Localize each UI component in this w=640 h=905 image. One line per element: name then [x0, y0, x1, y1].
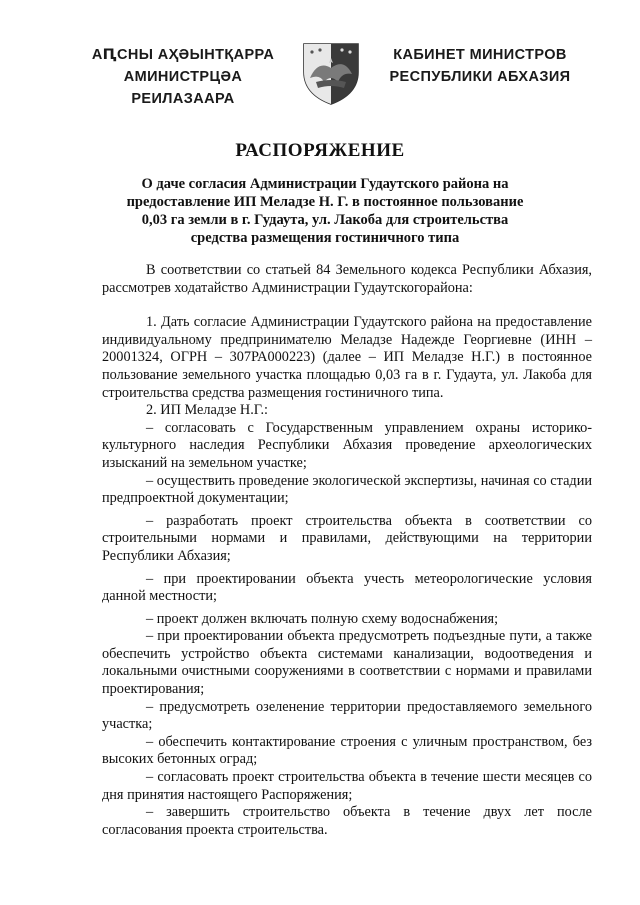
subitem-6: – при проектировании объекта предусмотреть подъездные пути, а также обеспечить устройство объекта системами канализации, водоотведения и локальными очистными сооружениями в соответствии с нормами и правилами проектирования; [102, 628, 592, 698]
document-subject [120, 175, 530, 247]
subitem-1: – согласовать с Государственным управлением охраны историко-культурного наследия Республики Абхазия проведение археологических изысканий на земельном участке; [102, 419, 592, 471]
header-russian-name [385, 44, 575, 88]
item-2-heading: 2. ИП Меладзе Н.Г.: [146, 402, 268, 419]
subitem-5: – проект должен включать полную схему водоснабжения; [146, 610, 499, 627]
header-right-line-2: РЕСПУБЛИКИ АБХАЗИЯ [389, 69, 571, 85]
subject-line-2: предоставление ИП Меладзе Н. Г. в постоянное пользование [126, 194, 524, 210]
subitem-2: – осуществить проведение экологической экспертизы, начиная со стадии предпроектной документации; [102, 472, 592, 507]
preamble-paragraph: В соответствии со статьей 84 Земельного кодекса Республики Абхазия, рассмотрев ходатайство Администрации Гудаутскогорайона: [102, 262, 592, 296]
document-header [0, 38, 640, 108]
subitem-9: – согласовать проект строительства объекта в течение шести месяцев со дня принятия настоящего Распоряжения; [102, 769, 592, 803]
subitem-7: – предусмотреть озеленение территории предоставляемого земельного участка; [102, 698, 592, 733]
subject-line-3: 0,03 га земли в г. Гудаута, ул. Лакоба для строительства [141, 212, 509, 228]
subitem-10: – завершить строительство объекта в течение двух лет после согласования проекта строительства. [102, 804, 592, 838]
document-body [102, 262, 592, 839]
item-1-paragraph: 1. Дать согласие Администрации Гудаутского района на предоставление индивидуальному предпринимателю Меладзе Надежде Георгиевне (ИНН – 20001324, ОГРН – 307РА000223) (далее – ИП Меладзе Н.Г.) в постоянное пользование земельного участка площадью 0,03 га в г. Гудаута, ул. Лакоба для строительства средства размещения гостиничного типа. [102, 314, 592, 401]
subitem-4: – при проектировании объекта учесть метеорологические условия данной местности; [102, 570, 592, 605]
subitem-3: – разработать проект строительства объекта в соответствии со строительными нормами и правилами, действующими на территории Республики Абхазия; [102, 512, 592, 564]
header-right-line-1: КАБИНЕТ МИНИСТРОВ [393, 47, 567, 63]
header-left-line-1: АԤСНЫ АҲӘЫНТҚАРРА [91, 47, 275, 63]
header-left-line-2: АМИНИСТРЦӘА РЕИЛАЗААРА [123, 69, 243, 107]
subitem-8: – обеспечить контактирование строения с уличным пространством, без высоких бетонных оград; [102, 733, 592, 768]
subject-line-4: средства размещения гостиничного типа [190, 230, 460, 246]
subject-line-1: О даче согласия Администрации Гудаутского района на [141, 176, 509, 192]
abkhazia-emblem-icon [300, 38, 362, 106]
header-abkhaz-name [78, 44, 288, 110]
document-title: РАСПОРЯЖЕНИЕ [235, 140, 405, 161]
